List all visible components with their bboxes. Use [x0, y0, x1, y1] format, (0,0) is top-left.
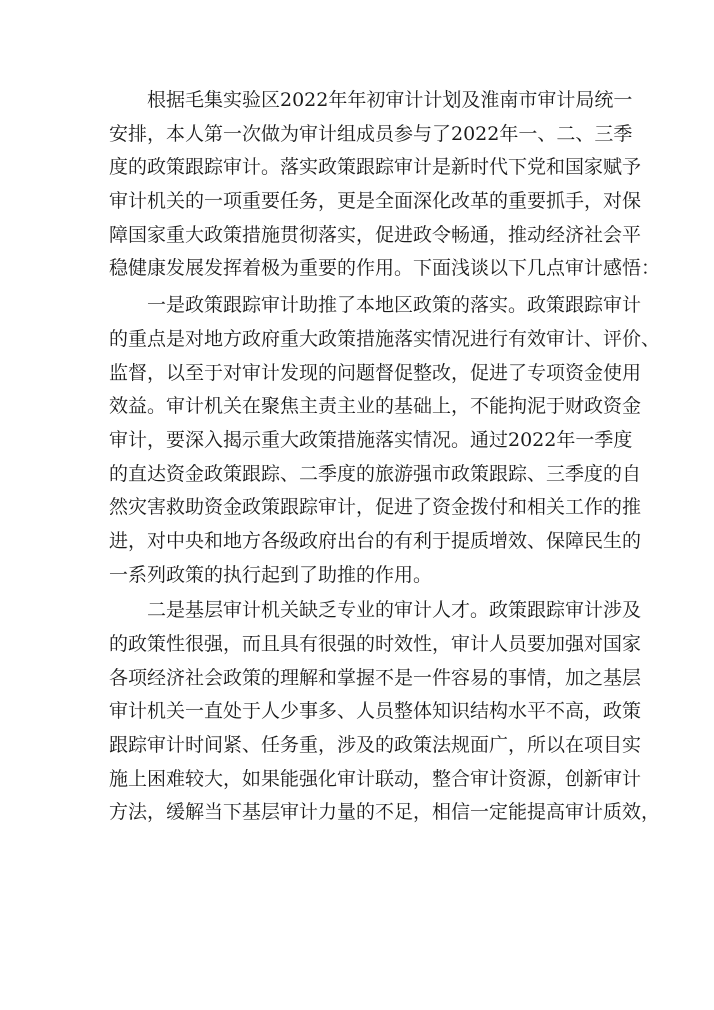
- text-line: 然灾害救助资金政策跟踪审计，促进了资金拨付和相关工作的推: [109, 496, 642, 519]
- text-line: 各项经济社会政策的理解和掌握不是一件容易的事情，加之基层: [109, 666, 642, 689]
- text-line: 审计机关的一项重要任务，更是全面深化改革的重要抓手，对保: [109, 190, 642, 213]
- text-line: 审计，要深入揭示重大政策措施落实情况。通过2022年一季度: [109, 428, 633, 451]
- text-line: 的政策性很强，而且具有很强的时效性，审计人员要加强对国家: [109, 633, 642, 655]
- paragraph-point-two: [109, 594, 661, 830]
- text-line: 跟踪审计时间紧、任务重，涉及的政策法规面广，所以在项目实: [109, 734, 642, 757]
- text-line: 度的政策跟踪审计。落实政策跟踪审计是新时代下党和国家赋予: [109, 156, 642, 179]
- text-line: 二是基层审计机关缺乏专业的审计人才。政策跟踪审计涉及: [147, 599, 642, 622]
- text-line: 一系列政策的执行起到了助推的作用。: [109, 563, 433, 586]
- paragraph-intro: [109, 84, 661, 286]
- text-line: 根据毛集实验区2022年年初审计计划及淮南市审计局统一: [147, 89, 633, 111]
- text-line: 监督，以至于对审计发现的问题督促整改，促进了专项资金使用: [109, 361, 642, 384]
- text-line: 障国家重大政策措施贯彻落实，促进政令畅通，推动经济社会平: [109, 223, 642, 246]
- text-line: 方法，缓解当下基层审计力量的不足，相信一定能提高审计质效，: [109, 801, 661, 824]
- text-line: 一是政策跟踪审计助推了本地区政策的落实。政策跟踪审计: [147, 294, 642, 317]
- text-line: 安排，本人第一次做为审计组成员参与了2022年一、二、三季: [109, 122, 633, 145]
- text-line: 效益。审计机关在聚焦主责主业的基础上，不能拘泥于财政资金: [109, 395, 642, 418]
- paragraph-point-one: [109, 289, 661, 592]
- text-line: 稳健康发展发挥着极为重要的作用。下面浅谈以下几点审计感悟：: [109, 257, 661, 280]
- text-line: 进，对中央和地方各级政府出台的有利于提质增效、保障民生的: [109, 529, 642, 552]
- text-line: 审计机关一直处于人少事多、人员整体知识结构水平不高，政策: [109, 700, 642, 723]
- text-line: 的重点是对地方政府重大政策措施落实情况进行有效审计、评价、: [109, 327, 661, 350]
- document-page: [109, 84, 661, 830]
- text-line: 的直达资金政策跟踪、二季度的旅游强市政策跟踪、三季度的自: [109, 462, 642, 485]
- text-line: 施上困难较大，如果能强化审计联动，整合审计资源，创新审计: [109, 767, 642, 790]
